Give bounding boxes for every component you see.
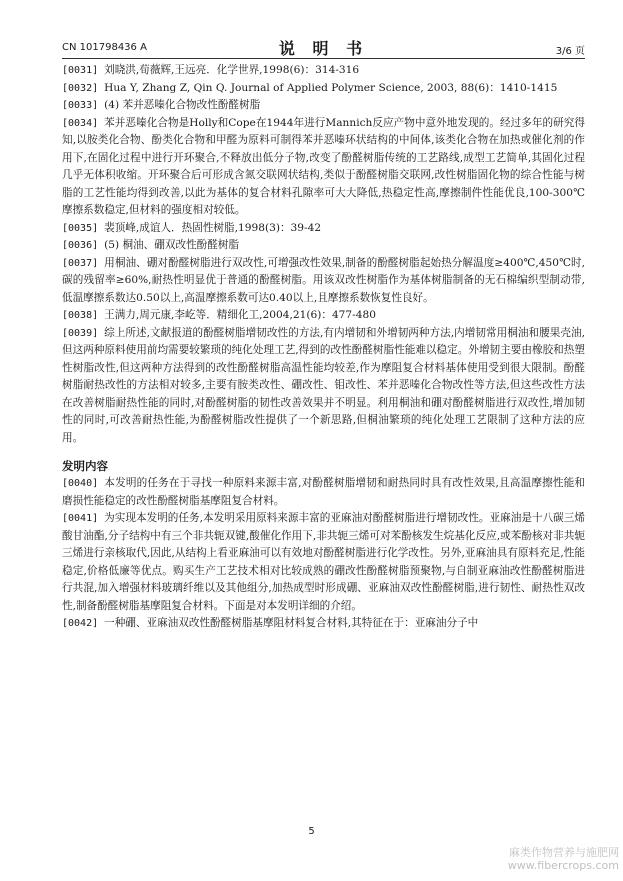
page-number: 5 [308,826,315,837]
paragraph-number: [0038] [62,310,99,321]
paragraph-0039 [62,325,585,448]
paragraph-text: (4) 苯并恶嗪化合物改性酚醛树脂 [104,99,261,111]
paragraph-0035 [62,220,585,238]
paragraph-text: 苯并恶嗪化合物是Holly和Cope在1944年进行Mannich反应产物中意外地发现的。经过多年的研究得知,以胺类化合物、酚类化合物和甲醛为原料可制得苯并恶嗪环状结构的中间体,该类化合物在加热或催化剂的作用下,在固化过程中进行开环聚合,不释放出低分子物,改变了酚醛树脂传统的工艺路线,成型工艺简单,其固化过程几乎无体积收缩。开环聚合后可形成含氮交联网状结构,类似于酚醛树脂交联网,改性树脂固化物的综合性能与树脂的工艺性能均得到改善,以此为基体的复合材料孔隙率可大大降低,热稳定性高,摩擦制件性能优良,100-300℃摩擦系数稳定,但材料的强度相对较低。 [62,116,585,216]
paragraph-number: [0033] [62,100,99,111]
paragraph-number: [0041] [62,513,99,524]
watermark [508,846,619,872]
page-header [62,36,585,58]
paragraph-number: [0032] [62,82,99,94]
paragraph-text: 一种硼、亚麻油双改性酚醛树脂基摩阻材料复合材料,其特征在于：亚麻油分子中 [104,617,479,629]
watermark-url: www.fibercrops.com [507,859,619,872]
paragraph-text: 裴顶峰,成谊人．热固性树脂,1998(3)：39-42 [104,221,322,234]
paragraph-0042 [62,615,585,633]
paragraph-0037 [62,255,585,308]
paragraph-number: [0031] [62,65,99,76]
paragraph-number: [0039] [62,327,99,339]
paragraph-0034 [62,115,585,220]
paragraph-text: 刘晓洪,荀薇辉,王远亮．化学世界,1998(6)：314-316 [104,64,360,76]
paragraph-0031 [62,62,585,80]
page-indicator: 3/6 页 [555,46,585,57]
paragraph-number: [0042] [62,618,99,629]
paragraph-text: 综上所述,文献报道的酚醛树脂增韧改性的方法,有内增韧和外增韧两种方法,内增韧常用桐油和腰果壳油,但这两种原料使用前均需要较繁琐的纯化处理工艺,得到的改性酚醛树脂性能难以稳定。外增韧主要由橡胶和热塑性树脂改性,但这两种方法得到的改性酚醛树脂高温性能均较差,作为摩阻复合材料基体使用受到很大限制。酚醛树脂耐热改性的方法相对较多,主要有胺类改性、硼改性、钼改性、苯并恶嗪化合物改性等方法,但这些改性方法在改善树脂耐热性能的同时,对酚醛树脂的韧性改善效果并不明显。利用桐油和硼对酚醛树脂进行双改性,增加韧性的同时,可改善耐热性能,为酚醛树脂改性提供了一个新思路,但桐油繁琐的纯化处理工艺限制了这种方法的应用。 [62,326,585,444]
section-heading: 发明内容 [62,459,108,473]
paragraph-text: Hua Y, Zhang Z, Qin Q. Journal of Applied Polymer Science, 2003, 88(6)：1410-1415 [104,81,558,94]
paragraph-0033 [62,97,585,115]
document-body [62,62,585,633]
paragraph-number: [0034] [62,117,99,129]
paragraph-number: [0037] [62,257,99,269]
paragraph-0038 [62,307,585,325]
patent-number: CN 101798436 A [62,42,147,53]
paragraph-0041 [62,510,585,615]
paragraph-number: [0040] [62,478,99,489]
paragraph-text: 本发明的任务在于寻找一种原料来源丰富,对酚醛树脂增韧和耐热同时具有改性效果,且高温摩擦性能和磨损性能稳定的改性酚醛树脂基摩阻复合材料。 [62,477,585,507]
watermark-site-name: 麻类作物营养与施肥网 [509,846,619,859]
paragraph-0036 [62,237,585,255]
paragraph-text: 王满力,周元康,李屹等．精细化工,2004,21(6)：477-480 [104,309,376,321]
paragraph-number: [0035] [62,222,99,234]
paragraph-0040 [62,475,585,510]
paragraph-0032 [62,80,585,98]
document-title: 说 明 书 [278,39,369,58]
paragraph-number: [0036] [62,240,99,251]
paragraph-text: (5) 桐油、硼双改性酚醛树脂 [104,239,240,251]
paragraph-text: 用桐油、硼对酚醛树脂进行双改性,可增强改性效果,制备的酚醛树脂起始热分解温度≥400℃,450℃时,碳的残留率≥60%,耐热性明显优于普通的酚醛树脂。用该双改性树脂作为基体树脂制备的无石棉编织型制动带,低温摩擦系数达0.50以上,高温摩擦系数可达0.40以上,且摩擦系数恢复性良好。 [62,256,585,304]
paragraph-text: 为实现本发明的任务,本发明采用原料来源丰富的亚麻油对酚醛树脂进行增韧改性。亚麻油是十八碳三烯酸甘油酯,分子结构中有三个非共轭双键,酸催化作用下,非共轭三烯可对苯酚核发生烷基化反应,或苯酚核对非共轭三烯进行亲核取代,因此,从结构上看亚麻油可以有效地对酚醛树脂进行化学改性。另外,亚麻油具有原料充足,性能稳定,价格低廉等优点。购买生产工艺技术相对比较成熟的硼改性酚醛树脂预聚物,与自制亚麻油改性酚醛树脂进行共混,加入增强材料玻璃纤维以及其他组分,加热成型时形成硼、亚麻油双改性酚醛树脂,进行韧性、耐热性双改性,制备酚醛树脂基摩阻复合材料。下面是对本发明详细的介绍。 [62,512,585,612]
header-rule [62,58,585,59]
